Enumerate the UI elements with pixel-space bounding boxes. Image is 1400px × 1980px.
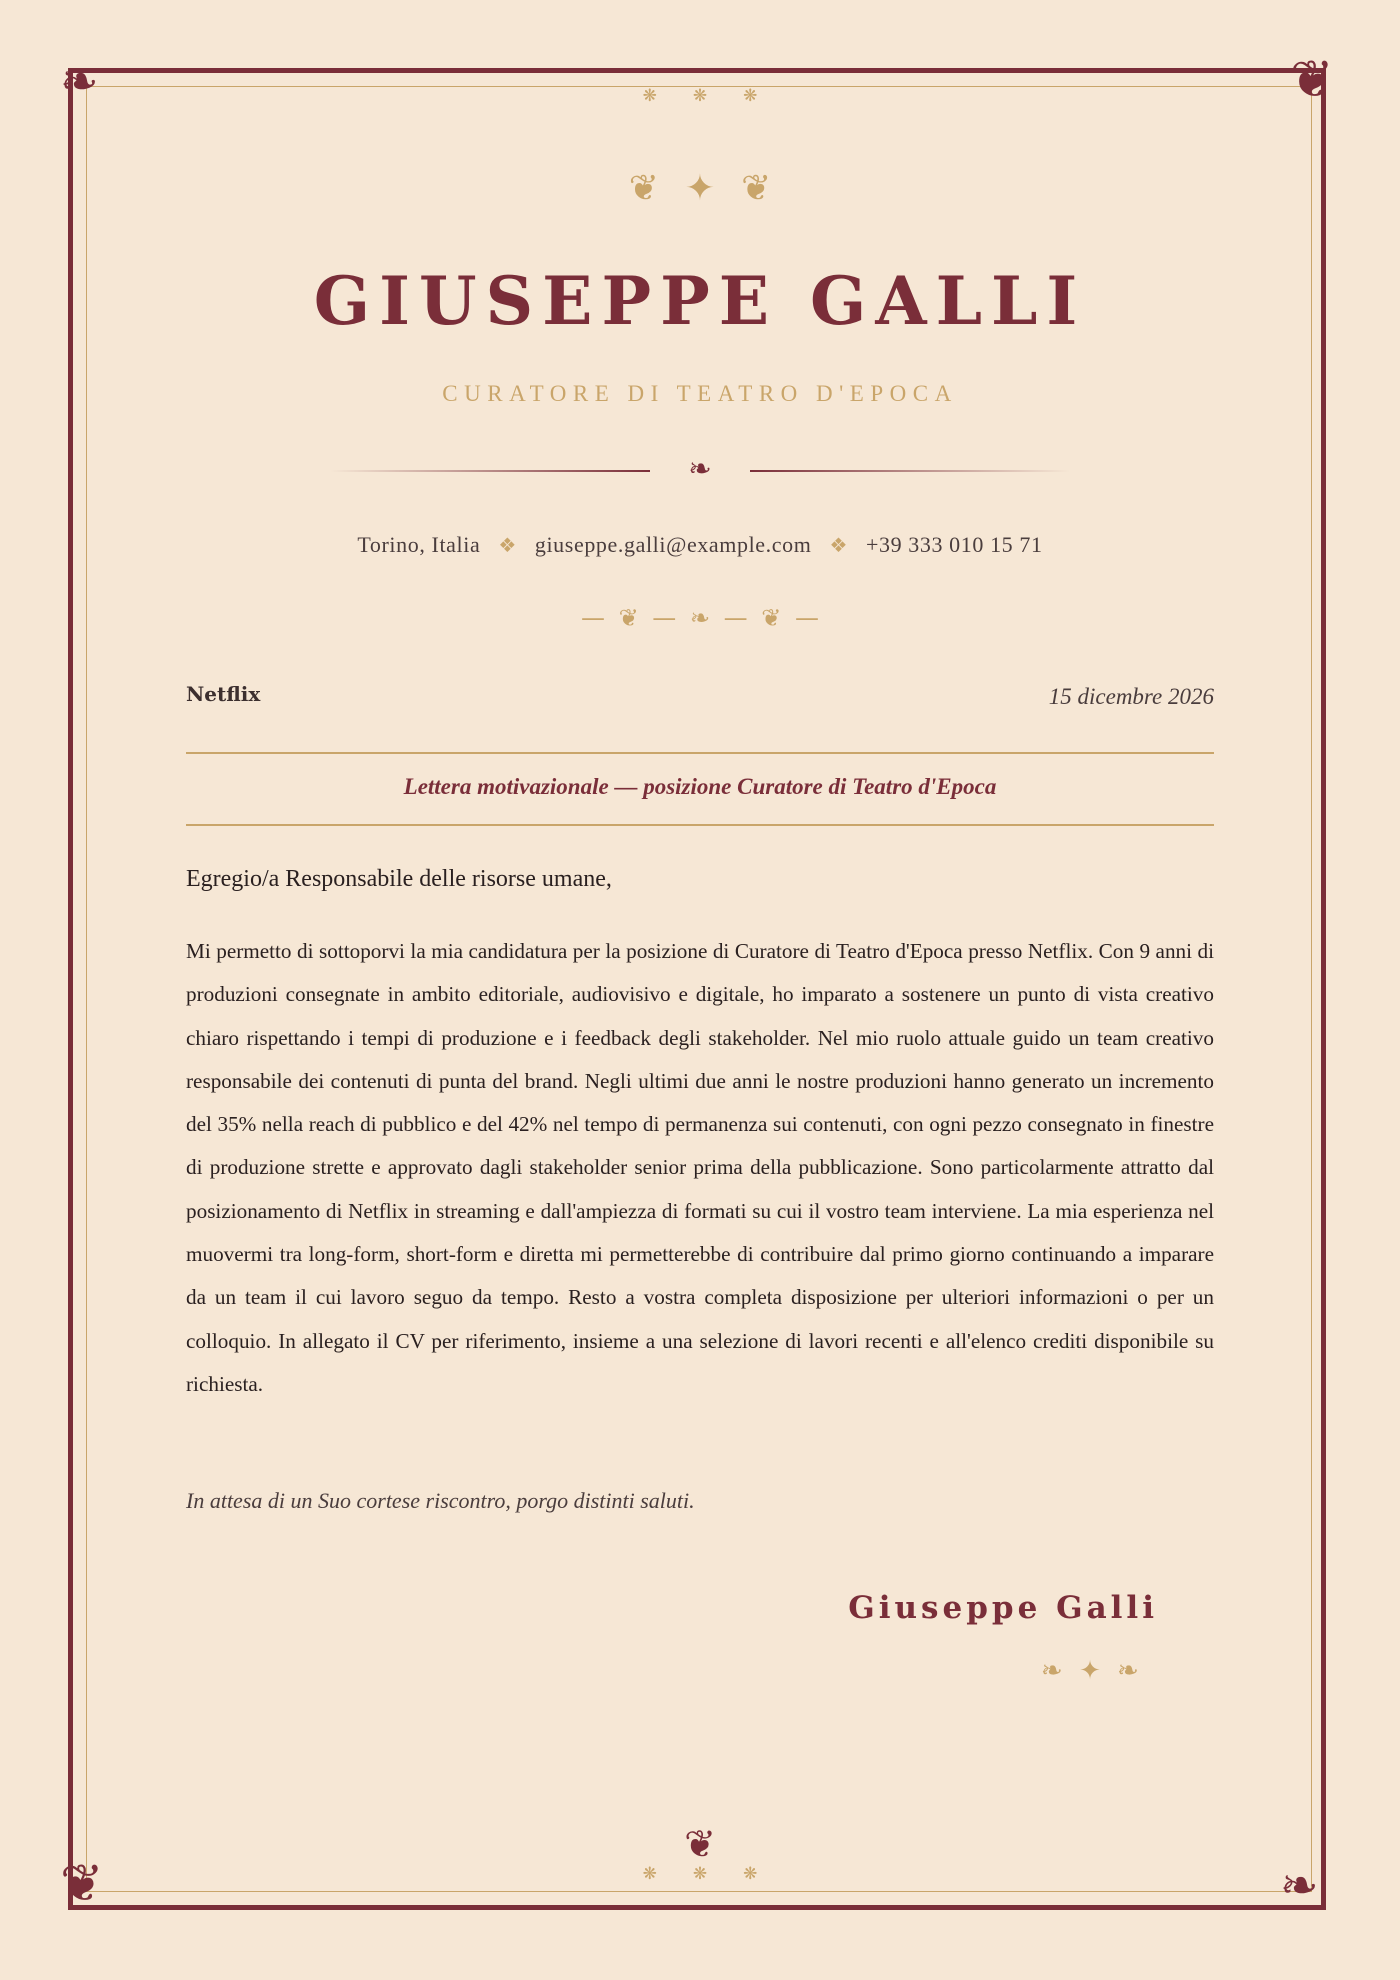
subject-rule-top [186, 752, 1214, 754]
bottom-flourish-icon: ❦ [684, 1822, 716, 1866]
contact-phone[interactable]: +39 333 010 15 71 [865, 532, 1043, 557]
letter-date: 15 dicembre 2026 [1048, 684, 1214, 709]
corner-flourish-icon-top-right: ❦ [1290, 50, 1334, 110]
corner-flourish-icon-top-left: ❧ [60, 54, 99, 108]
contact-email[interactable]: giuseppe.galli@example.com [534, 532, 812, 557]
signature-name: Giuseppe Galli [848, 1590, 1158, 1626]
contact-line [0, 532, 1400, 558]
header-flourish-icon: ❦✦❦ [628, 168, 798, 209]
letter-subject: Lettera motivazionale — posizione Curatore di Teatro d'Epoca [403, 774, 997, 799]
corner-flourish-icon-bottom-right: ❧ [1280, 1858, 1319, 1912]
letter-closing: In attesa di un Suo cortese riscontro, porgo distinti saluti. [186, 1488, 695, 1513]
applicant-name: GIUSEPPE GALLI [313, 262, 1087, 340]
leaf-divider-icon: ❧ [688, 452, 712, 485]
corner-flourish-icon-bottom-left: ❦ [60, 1854, 104, 1914]
star-ornament-icon-top: ❋❋❋ [642, 86, 794, 106]
letter-body: Mi permetto di sottoporvi la mia candidatura per la posizione di Curatore di Teatro d'Epoca presso Netflix. Con 9 anni di produzioni consegnate in ambito editoriale, audiovisivo e digitale, ho imparato a sostenere un punto di vista creativo chiaro rispettando i tempi di produzione e i feedback degli stakeholder. Nel mio ruolo attuale guido un team creativo responsabile dei contenuti di punta del brand. Negli ultimi due anni le nostre produzioni hanno generato un incremento del 35% nella reach di pubblico e del 42% nel tempo di permanenza sui contenuti, con ogni pezzo consegnato in finestre di produzione strette e approvato dagli stakeholder senior prima della pubblicazione. Sono particolarmente attratto dal posizionamento di Netflix in streaming e dall'ampiezza di formati su cui il vostro team interviene. La mia esperienza nel muovermi tra long-form, short-form e diretta mi permetterebbe di contribuire dal primo giorno continuando a imparare da un team il cui lavoro seguo da tempo. Resto a vostra completa disposizione per ulteriori informazioni o per un colloquio. In allegato il CV per riferimento, insieme a una selezione di lavori recenti e all'elenco crediti disponibile su richiesta. [186, 939, 1214, 1396]
diamond-separator-icon: ❖ [829, 533, 848, 557]
applicant-role: CURATORE DI TEATRO D'EPOCA [442, 381, 958, 406]
signature-flourish-icon: ❧ ✦ ❧ [1041, 1656, 1139, 1686]
header-divider-right [750, 470, 1070, 472]
recipient-company: Netflix [186, 682, 261, 706]
diamond-separator-icon: ❖ [498, 533, 517, 557]
mid-flourish-icon: — ❦ — ❧ — ❦ — [580, 604, 820, 632]
subject-rule-bottom [186, 824, 1214, 826]
contact-location: Torino, Italia [357, 532, 481, 557]
star-ornament-icon-bottom: ❋❋❋ [642, 1864, 794, 1884]
letter-salutation: Egregio/a Responsabile delle risorse umane, [186, 866, 612, 892]
